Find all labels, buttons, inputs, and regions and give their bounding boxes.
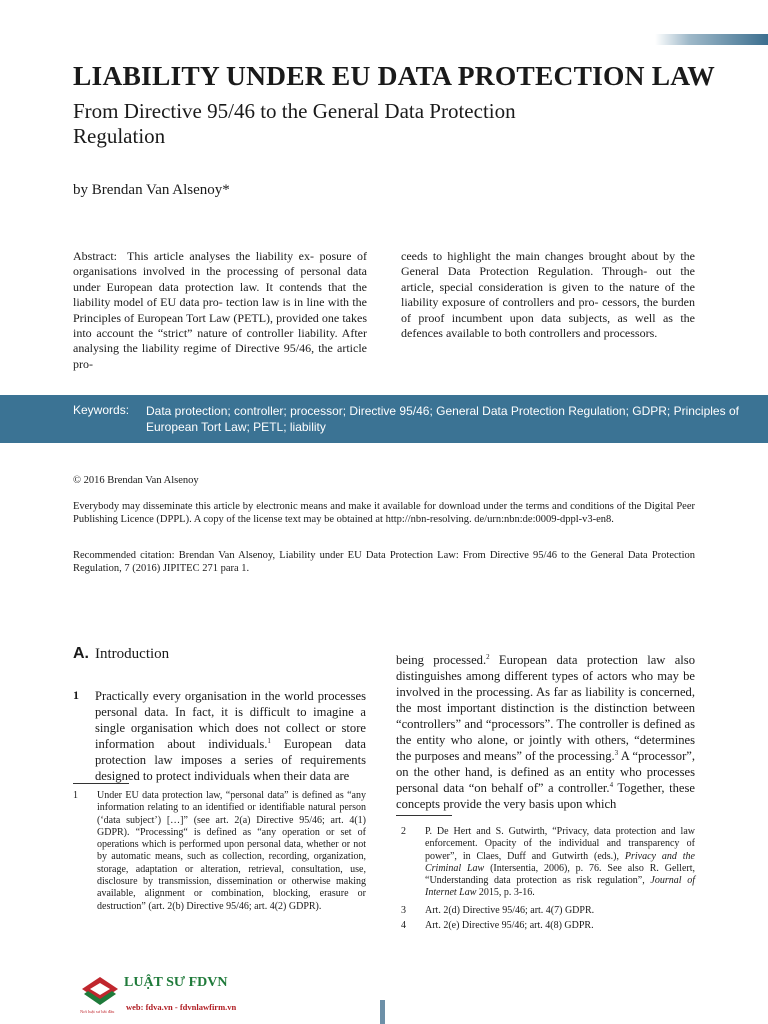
- body-text: European data protection law imposes a series of requirements designed to protect individuals when their data are: [95, 737, 367, 783]
- fdvn-logo: [80, 973, 280, 1019]
- page-edge-marker: [380, 1000, 385, 1024]
- footnote-ref: 2: [486, 652, 490, 661]
- footnote-4: [401, 920, 695, 932]
- abstract-left-column: [73, 249, 367, 372]
- footnote-text-part: (Intersentia, 2006), p. 76. See also R. Gellert, “Understanding data protection as risk regulation”,: [425, 862, 695, 887]
- logo-tagline: Nơi luật sư bắt đầu: [80, 1009, 115, 1014]
- body-text: being processed.: [396, 653, 487, 667]
- section-title: Introduction: [95, 646, 170, 662]
- footnote-number: 2: [401, 826, 406, 837]
- footnote-divider: [396, 815, 452, 816]
- license-paragraph: Everybody may disseminate this article by electronic means and make it available for download under the terms and conditions of the Digital Peer Publishing Licence (DPPL). A copy of the license text may be obtained at http://nbn-resolving. de/urn:nbn:de:0009-dppl-v3-en8.: [73, 501, 695, 525]
- footnote-text-part: 2015, p. 3-16.: [476, 887, 535, 899]
- body-right-column: [396, 652, 695, 812]
- footnote-1: [73, 790, 366, 913]
- body-text: Practically every organisation in the world processes personal data. In fact, it is difficult to imagine a single organisation which does not collect or store information about individuals.: [95, 689, 366, 751]
- footnote-text: Under EU data protection law, “personal data” is defined as “any information relating to an identified or identifiable natural person (‘data subject’) […]” (see art. 2(a) Directive 95/46; art. 4(1) GDPR). “Processing“ is defined as “any operation or set of operations which is performed upon personal data, whether or not by automatic means, such as collection, recording, organization, storage, adaptation or alteration, retrieval, consultation, use, disclosure by transmission, dissemination or otherwise making available, alignment or combination, blocking, erasure or destruction” (art. 2(b) Directive 95/46; art. 4(2) GDPR).: [97, 790, 366, 912]
- citation-paragraph: Recommended citation: Brendan Van Alsenoy, Liability under EU Data Protection Law: From Directive 95/46 to the General Data Protection Regulation, 7 (2016) JIPITEC 271 para 1.: [73, 550, 695, 574]
- body-text: Together, these concepts provide the very basis upon which: [396, 781, 695, 811]
- footnote-text: [425, 826, 695, 900]
- footnote-ref: 1: [267, 736, 271, 745]
- section-heading: [73, 645, 169, 663]
- keywords-text: Data protection; controller; processor; Directive 95/46; General Data Protection Regulation; GDPR; Principles of European Tort Law; PETL; liability: [146, 404, 739, 434]
- body-text: A “processor”, on the other hand, is defined as an entity who processes personal data “on behalf of” a controller.: [396, 749, 695, 795]
- footnote-text-part: P. De Hert and S. Gutwirth, “Privacy, data protection and law enforcement. Opacity of the individual and transparency of power”, in Claes, Duff and Gutwirth (eds.),: [425, 826, 695, 862]
- footnote-text: Art. 2(d) Directive 95/46; art. 4(7) GDPR.: [425, 905, 595, 916]
- footnote-divider: [73, 783, 129, 784]
- footnote-text: Art. 2(e) Directive 95/46; art. 4(8) GDPR.: [425, 920, 594, 931]
- copyright-line: © 2016 Brendan Van Alsenoy: [73, 475, 199, 486]
- footnote-italic: Journal of Internet Law: [425, 875, 695, 899]
- footnote-3: [401, 905, 695, 917]
- article-subtitle: From Directive 95/46 to the General Data Protection Regulation: [73, 99, 516, 148]
- article-title: LIABILITY UNDER EU DATA PROTECTION LAW: [73, 60, 715, 91]
- keywords-band: [0, 395, 768, 443]
- logo-web: web: fdva.vn - fdvnlawfirm.vn: [126, 1002, 237, 1012]
- abstract-text-left: This article analyses the liability ex- posure of organisations involved in the processing of personal data under European data protection law. It contends that the liability model of EU data pro- tection law is in line with the Principles of European Tort Law (PETL), provided one takes into account the “strict” nature of controller liability. After analysing the liability regime of Directive 95/46, the article pro-: [73, 249, 367, 371]
- logo-brand: LUẬT SƯ FDVN: [124, 975, 228, 990]
- footnote-2: [401, 826, 695, 900]
- body-left-column: [95, 688, 366, 784]
- section-letter: A.: [73, 645, 89, 662]
- footnote-italic: Privacy and the Criminal Law: [425, 850, 695, 874]
- paragraph-number: 1: [73, 688, 79, 702]
- footnote-number: 1: [73, 790, 78, 801]
- header-accent-bar: [655, 34, 768, 45]
- footnote-number: 3: [401, 905, 406, 916]
- keywords-label: Keywords:: [73, 403, 130, 417]
- abstract-label: Abstract:: [73, 249, 117, 263]
- footnote-number: 4: [401, 920, 406, 931]
- body-text: European data protection law also distinguishes among different types of actors who may be involved in the processing. As far as liability is concerned, the most important distinction is the distinction between “controllers” and “processors”. The controller is defined as the entity who alone, or jointly with others, “determines the purposes and means” of the processing.: [396, 653, 695, 763]
- logo-mark-icon: [80, 975, 120, 1009]
- footnote-ref: 3: [614, 748, 619, 757]
- abstract-right-column: ceeds to highlight the main changes brought about by the General Data Protection Regulation. Through- out the article, special consideration is given to the nature of the liability exposure of controllers and pro- cessors, the burden of proof incumbent upon data subjects, as well as the defences available to both controllers and processors.: [401, 249, 695, 341]
- author-line: by Brendan Van Alsenoy*: [73, 182, 230, 198]
- footnote-ref: 4: [609, 780, 614, 789]
